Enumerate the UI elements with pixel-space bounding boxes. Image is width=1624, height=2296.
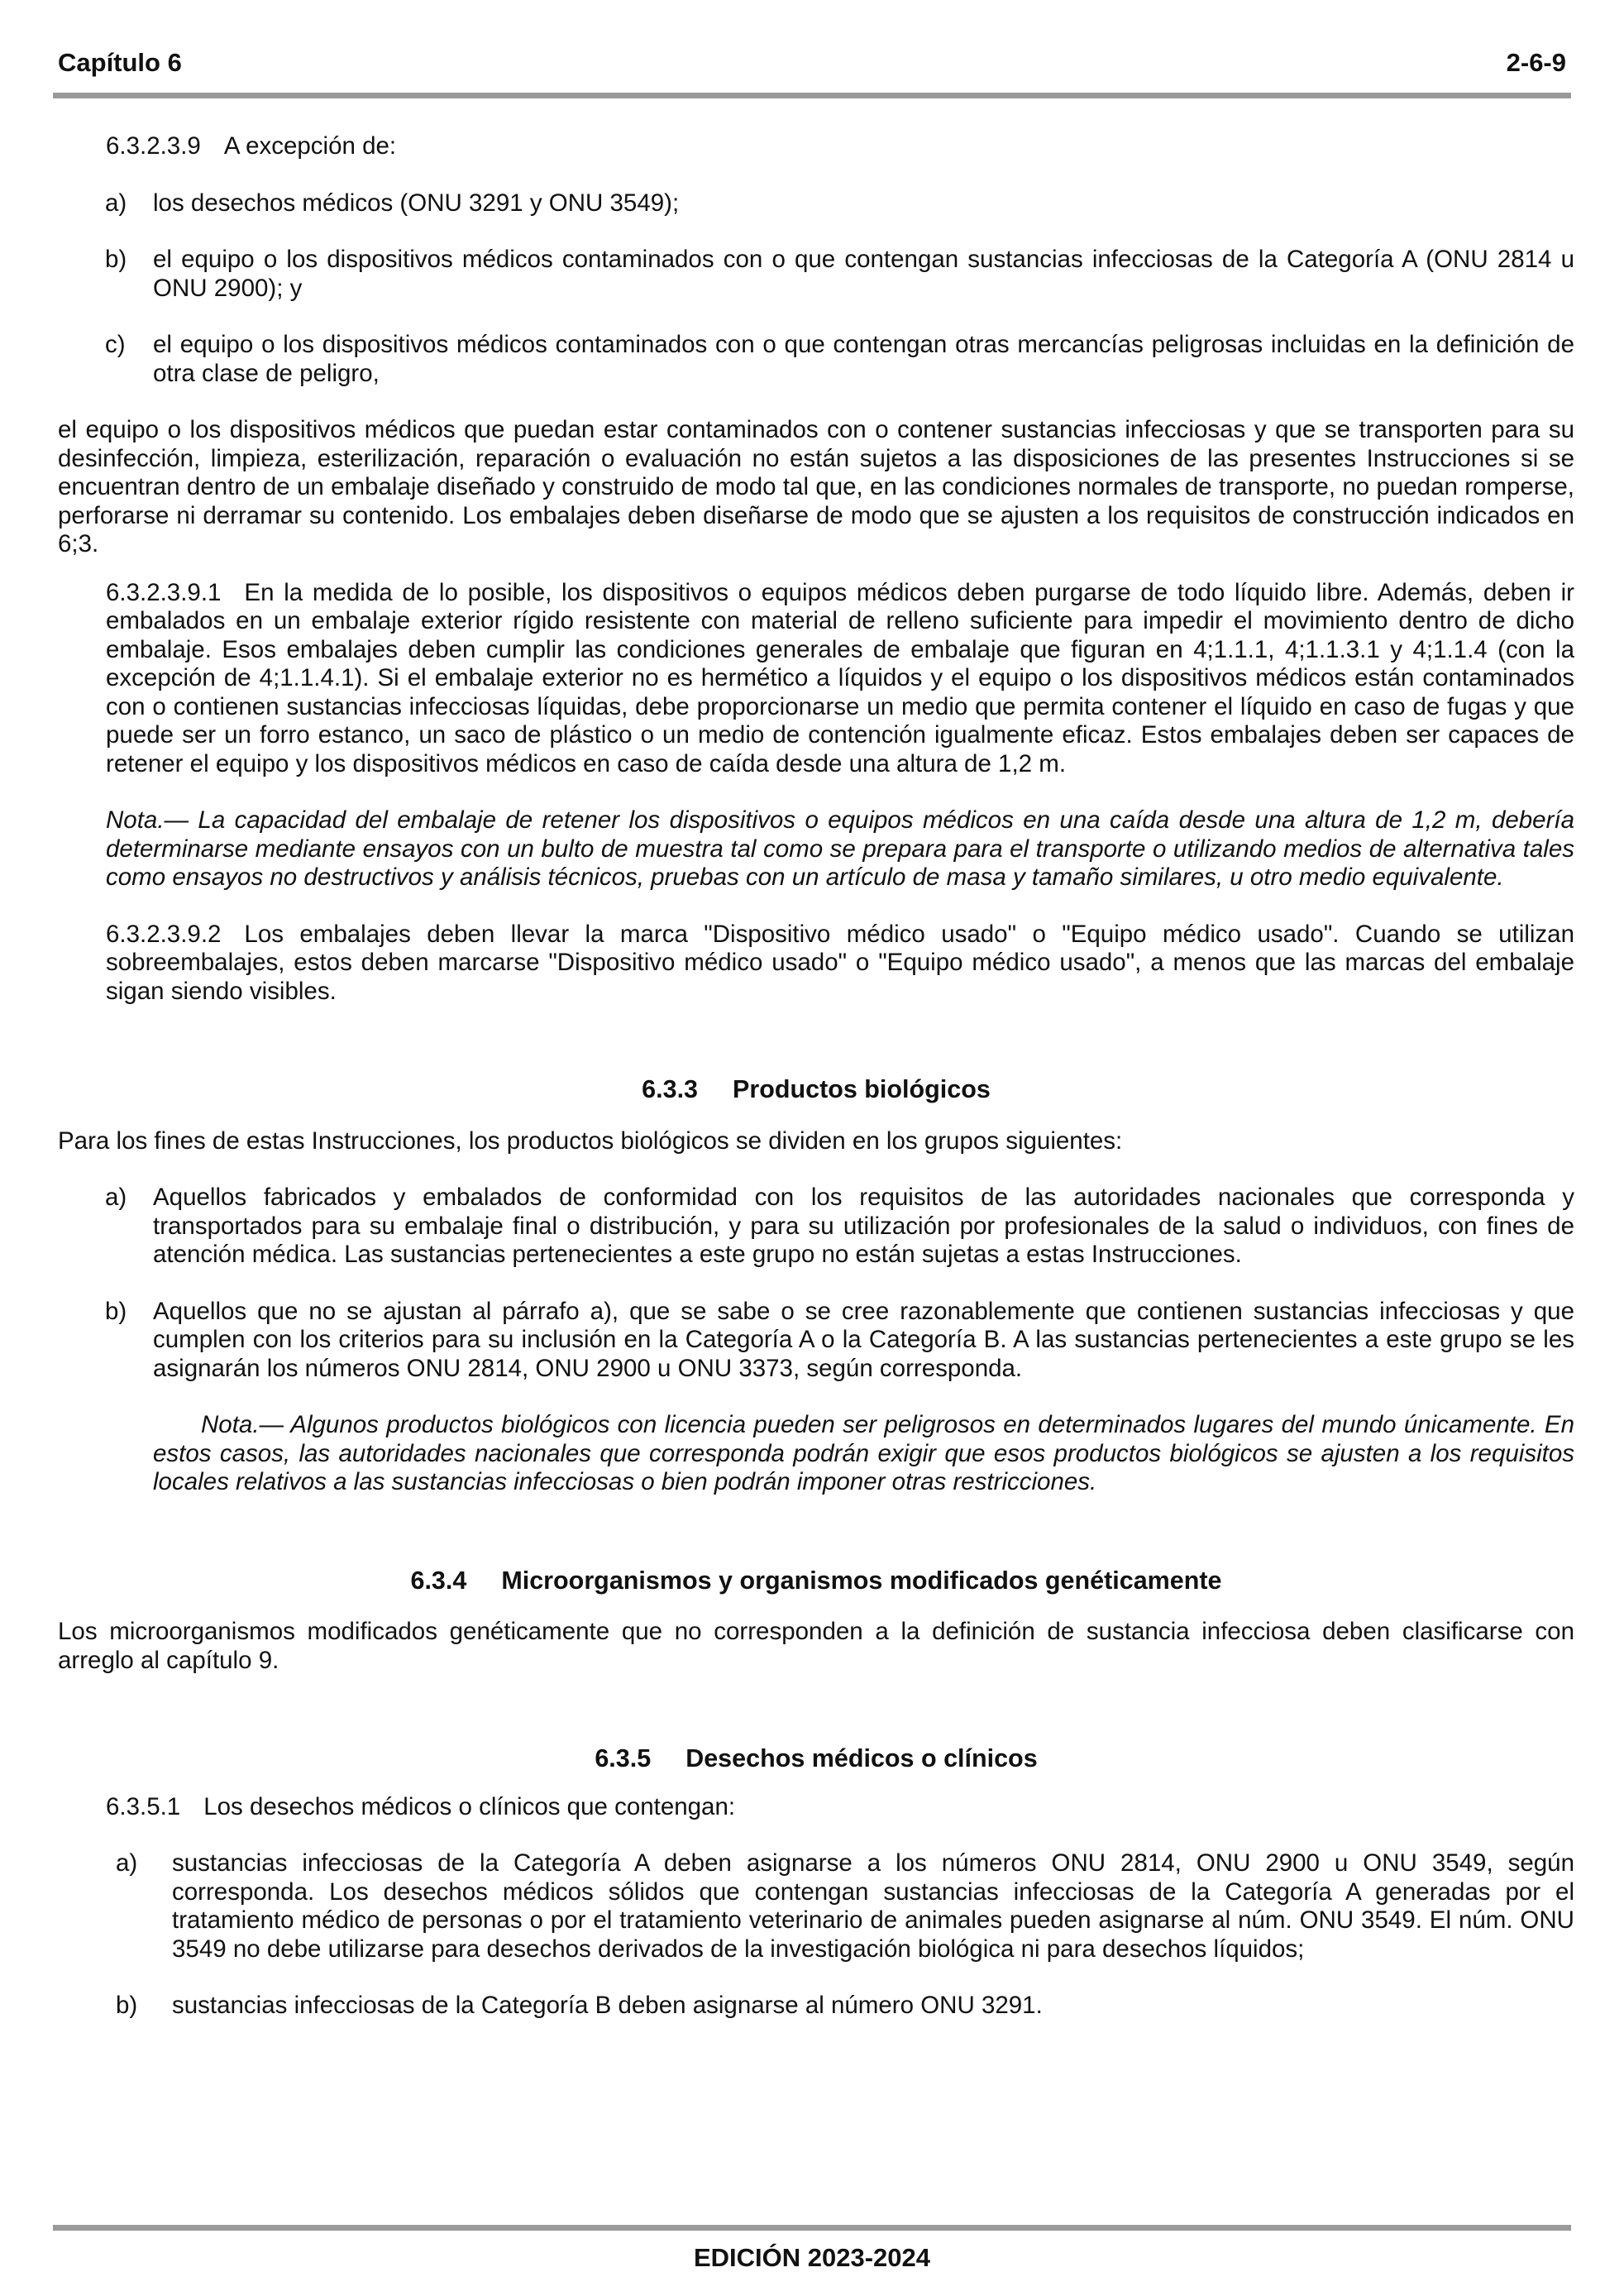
- list-letter: a): [116, 1849, 138, 1877]
- list-item: [58, 189, 1574, 218]
- section-number: 6.3.5: [595, 1744, 652, 1772]
- paragraph-number: 6.3.2.3.9: [106, 132, 201, 160]
- section-number: 6.3.4: [410, 1566, 467, 1595]
- section-number: 6.3.3: [642, 1075, 699, 1103]
- list-item: [58, 331, 1574, 388]
- section-heading-6-3-4: [58, 1567, 1574, 1595]
- footer-rule: [53, 2225, 1571, 2231]
- list-letter: c): [105, 331, 126, 358]
- list-letter: a): [105, 189, 127, 217]
- paragraph-text: Los embalajes deben llevar la marca "Dispositivo médico usado" o "Equipo médico usado". Cuando se utilizan sobreembalajes, estos deben marcarse "Dispositivo médico usado" o "Equipo médico usado", a menos que las marcas del embalaje sigan siendo visibles.: [106, 920, 1574, 1005]
- list-text: sustancias infecciosas de la Categoría B deben asignarse al número ONU 3291.: [172, 1992, 1043, 2019]
- note-lead: Nota.—: [201, 1411, 284, 1438]
- list-letter: b): [105, 1297, 127, 1325]
- section-title: Productos biológicos: [733, 1075, 991, 1103]
- note-text: La capacidad del embalaje de retener los dispositivos o equipos médicos en una caída desde una altura de 1,2 m, debería determinarse mediante ensayos con un bulto de muestra tal como se prepara para el transporte o utilizando medios de alternativa tales como ensayos no destructivos y análisis técnicos, pruebas con un artículo de masa y tamaño similares, u otro medio equivalente.: [106, 806, 1575, 891]
- section-heading-6-3-5: [58, 1744, 1574, 1773]
- list-item: [58, 1992, 1574, 2021]
- list-item: [58, 1184, 1574, 1270]
- paragraph-6-3-2-3-9-2: [58, 921, 1574, 1007]
- note-text: Algunos productos biológicos con licencia pueden ser peligrosos en determinados lugares del mundo únicamente. En estos casos, las autoridades nacionales que corresponda podrán exigir que esos productos biológicos se ajusten a los requisitos locales relativos a las sustancias infecciosas o bien podrán imponer otras restricciones.: [153, 1411, 1575, 1495]
- running-header: [58, 48, 1566, 84]
- note-6-3-2-3-9-1: [58, 806, 1574, 892]
- paragraph-6-3-2-3-9-intro: [58, 132, 1574, 161]
- header-rule: [53, 93, 1571, 98]
- section-text: Los microorganismos modificados genéticamente que no corresponden a la definición de sustancia infecciosa deben clasificarse con arreglo al capítulo 9.: [58, 1618, 1574, 1674]
- list-letter: b): [116, 1992, 138, 2019]
- list-item: [58, 1298, 1574, 1384]
- paragraph-number: 6.3.2.3.9.1: [106, 578, 222, 606]
- list-letter: b): [105, 246, 127, 273]
- section-title: Desechos médicos o clínicos: [685, 1744, 1038, 1772]
- paragraph-number: 6.3.2.3.9.2: [106, 920, 222, 948]
- page-number: 2-6-9: [1506, 48, 1566, 77]
- section-title: Microorganismos y organismos modificados genéticamente: [501, 1566, 1222, 1595]
- paragraph-text: A excepción de:: [223, 132, 397, 160]
- list-letter: a): [105, 1184, 127, 1211]
- list-text: sustancias infecciosas de la Categoría A deben asignarse a los números ONU 2814, ONU 2900 u ONU 3549, según corresponda. Los desechos médicos sólidos que contengan sustancias infecciosas de la Categoría A generadas por el tratamiento médico de personas o por el tratamiento veterinario de animales pueden asignarse al núm. ONU 3549. El núm. ONU 3549 no debe utilizarse para desechos derivados de la investigación biológica ni para desechos líquidos;: [172, 1849, 1574, 1963]
- paragraph-6-3-2-3-9-body: el equipo o los dispositivos médicos que puedan estar contaminados con o contener sustancias infecciosas y que se transporten para su desinfección, limpieza, esterilización, reparación o evaluación no están sujetos a las disposiciones de las presentes Instrucciones si se encuentran dentro de un embalaje diseñado y construido de modo tal que, en las condiciones normales de transporte, no puedan romperse, perforarse ni derramar su contenido. Los embalajes deben diseñarse de modo que se ajusten a los requisitos de construcción indicados en 6;3.: [58, 416, 1574, 557]
- list-text: el equipo o los dispositivos médicos contaminados con o que contengan otras mercancías peligrosas incluidas en la definición de otra clase de peligro,: [153, 331, 1574, 387]
- paragraph-number: 6.3.5.1: [106, 1792, 181, 1820]
- paragraph-6-3-2-3-9-1: [58, 579, 1574, 779]
- list-text: el equipo o los dispositivos médicos contaminados con o que contengan sustancias infecciosas de la Categoría A (ONU 2814 u ONU 2900); y: [153, 246, 1574, 302]
- chapter-label: Capítulo 6: [58, 48, 182, 77]
- paragraph-6-3-5-1: [58, 1793, 1574, 1822]
- list-item: [58, 1849, 1574, 1964]
- section-heading-6-3-3: [58, 1075, 1574, 1104]
- list-text: los desechos médicos (ONU 3291 y ONU 3549);: [153, 189, 680, 217]
- edition-footer: EDICIÓN 2023-2024: [693, 2243, 931, 2272]
- paragraph-text: Los desechos médicos o clínicos que contengan:: [203, 1792, 736, 1820]
- paragraph-text: En la medida de lo posible, los dispositivos o equipos médicos deben purgarse de todo líquido libre. Además, deben ir embalados en un embalaje exterior rígido resistente con material de relleno suficiente para impedir el movimiento dentro de dicho embalaje. Esos embalajes deben cumplir las condiciones generales de embalaje que figuran en 4;1.1.1, 4;1.1.3.1 y 4;1.1.4 (con la excepción de 4;1.1.4.1). Si el embalaje exterior no es hermético a líquidos y el equipo o los dispositivos médicos están contaminados con o contienen sustancias infecciosas líquidas, debe proporcionarse un medio que permita contener el líquido en caso de fugas y que puede ser un forro estanco, un saco de plástico o un medio de contención igualmente eficaz. Estos embalajes deben ser capaces de retener el equipo y los dispositivos médicos en caso de caída desde una altura de 1,2 m.: [106, 578, 1574, 777]
- list-item: [58, 246, 1574, 303]
- note-6-3-3: [58, 1411, 1574, 1497]
- page-content: [58, 132, 1574, 2021]
- note-lead: Nota.—: [106, 806, 189, 834]
- list-text: Aquellos que no se ajustan al párrafo a), que se sabe o se cree razonablemente que contienen sustancias infecciosas y que cumplen con los criterios para su inclusión en la Categoría A o la Categoría B. A las sustancias pertenecientes a este grupo se les asignarán los números ONU 2814, ONU 2900 u ONU 3373, según corresponda.: [153, 1297, 1574, 1382]
- list-text: Aquellos fabricados y embalados de conformidad con los requisitos de las autoridades nacionales que corresponda y transportados para su embalaje final o distribución, y para su utilización por profesionales de la salud o individuos, con fines de atención médica. Las sustancias pertenecientes a este grupo no están sujetas a estas Instrucciones.: [153, 1184, 1574, 1268]
- section-intro: Para los fines de estas Instrucciones, los productos biológicos se dividen en los grupos siguientes:: [58, 1126, 1123, 1155]
